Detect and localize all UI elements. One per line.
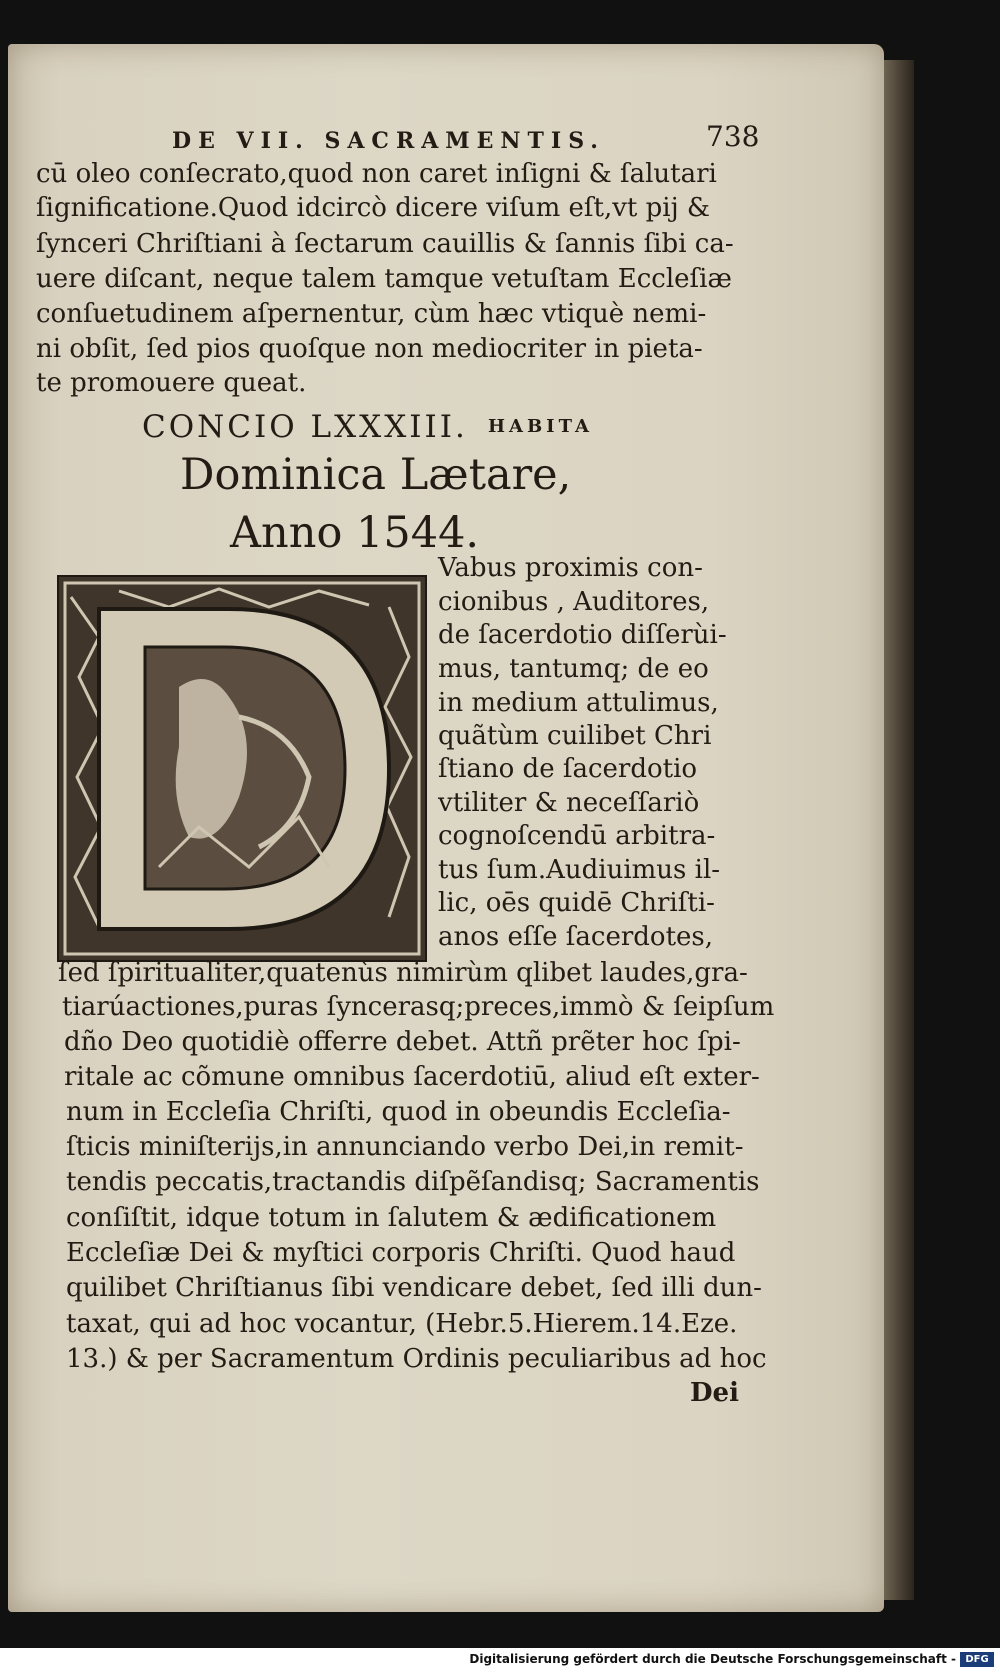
text-line: de ſacerdotio diſſerùi- — [438, 620, 727, 650]
text-line: taxat, qui ad hoc vocantur, (Hebr.5.Hierem.14.Eze. — [66, 1309, 738, 1339]
catchword: Dei — [690, 1378, 739, 1408]
text-line: cionibus , Auditores, — [438, 587, 710, 617]
text-line: conſiſtit, idque totum in ſalutem & ædificationem — [66, 1203, 717, 1233]
decorated-initial-image — [57, 575, 427, 962]
text-line: ni obſit, ſed pios quoſque non mediocriter in pieta- — [36, 334, 703, 364]
text-line: vtiliter & neceſſariò — [438, 788, 700, 818]
footer-bar — [0, 1648, 1000, 1673]
text-line: ſynceri Chriſtiani à ſectarum cauillis & ſannis ſibi ca- — [36, 229, 734, 259]
text-line: ſtiano de ſacerdotio — [438, 754, 698, 784]
text-line: cū oleo conſecrato,quod non caret inſigni & ſalutari — [36, 159, 717, 189]
text-line: ritale ac cõmune omnibus ſacerdotiū, aliud eſt exter- — [64, 1062, 760, 1092]
text-line: mus, tantumq; de eo — [438, 654, 709, 684]
text-line: num in Eccleſia Chriſti, quod in obeundis Eccleſia- — [66, 1097, 731, 1127]
text-line: Eccleſiæ Dei & myſtici corporis Chriſti. Quod haud — [66, 1238, 736, 1268]
text-line: te promouere queat. — [36, 368, 307, 398]
text-line: uere diſcant, neque talem tamque vetuſtam Eccleſiæ — [36, 264, 732, 294]
text-line: dño Deo quotidiè offerre debet. Attñ prẽter hoc ſpi- — [64, 1027, 741, 1057]
text-line: ſignificatione.Quod idcircò dicere viſum eſt,vt pij & — [36, 193, 711, 223]
running-title: DE VII. SACRAMENTIS. — [172, 128, 605, 154]
text-line: tendis peccatis,tractandis diſpẽſandisq; Sacramentis — [66, 1167, 760, 1197]
text-line: ſed ſpiritualiter,quatenùs nimirùm qlibet laudes,gra- — [58, 958, 748, 988]
sermon-year: Anno 1544. — [230, 508, 480, 558]
sermon-title: CONCIO LXXXIII. — [142, 409, 468, 445]
page-edge-shadow — [884, 60, 914, 1600]
text-line: tiarúactiones,puras ſyncerasq;preces,immò & ſeipſum — [62, 992, 775, 1022]
footer-credit: Digitalisierung gefördert durch die Deutsche Forschungsgemeinschaft - — [469, 1652, 956, 1666]
text-line: ſticis miniſterijs,in annunciando verbo Dei,in remit- — [66, 1132, 744, 1162]
sermon-habita: HABITA — [488, 416, 593, 437]
text-line: anos eſſe ſacerdotes, — [438, 922, 714, 952]
text-line: conſuetudinem aſpernentur, cùm hæc vtiquè nemi- — [36, 299, 707, 329]
text-line: cognoſcendū arbitra- — [438, 821, 716, 851]
text-line: tus ſum.Audiuimus il- — [438, 855, 721, 885]
text-line: Vabus proximis con- — [438, 553, 703, 583]
sermon-occasion: Dominica Lætare, — [180, 450, 572, 500]
page-number: 738 — [706, 120, 760, 153]
text-line: quãtùm cuilibet Chri — [438, 721, 712, 751]
text-line: quilibet Chriſtianus ſibi vendicare debet, ſed illi dun- — [66, 1273, 762, 1303]
dfg-logo[interactable]: DFG — [960, 1652, 994, 1667]
text-line: in medium attulimus, — [438, 688, 719, 718]
text-line: lic, oēs quidē Chriſti- — [438, 888, 715, 918]
text-line: 13.) & per Sacramentum Ordinis peculiaribus ad hoc — [66, 1344, 767, 1374]
